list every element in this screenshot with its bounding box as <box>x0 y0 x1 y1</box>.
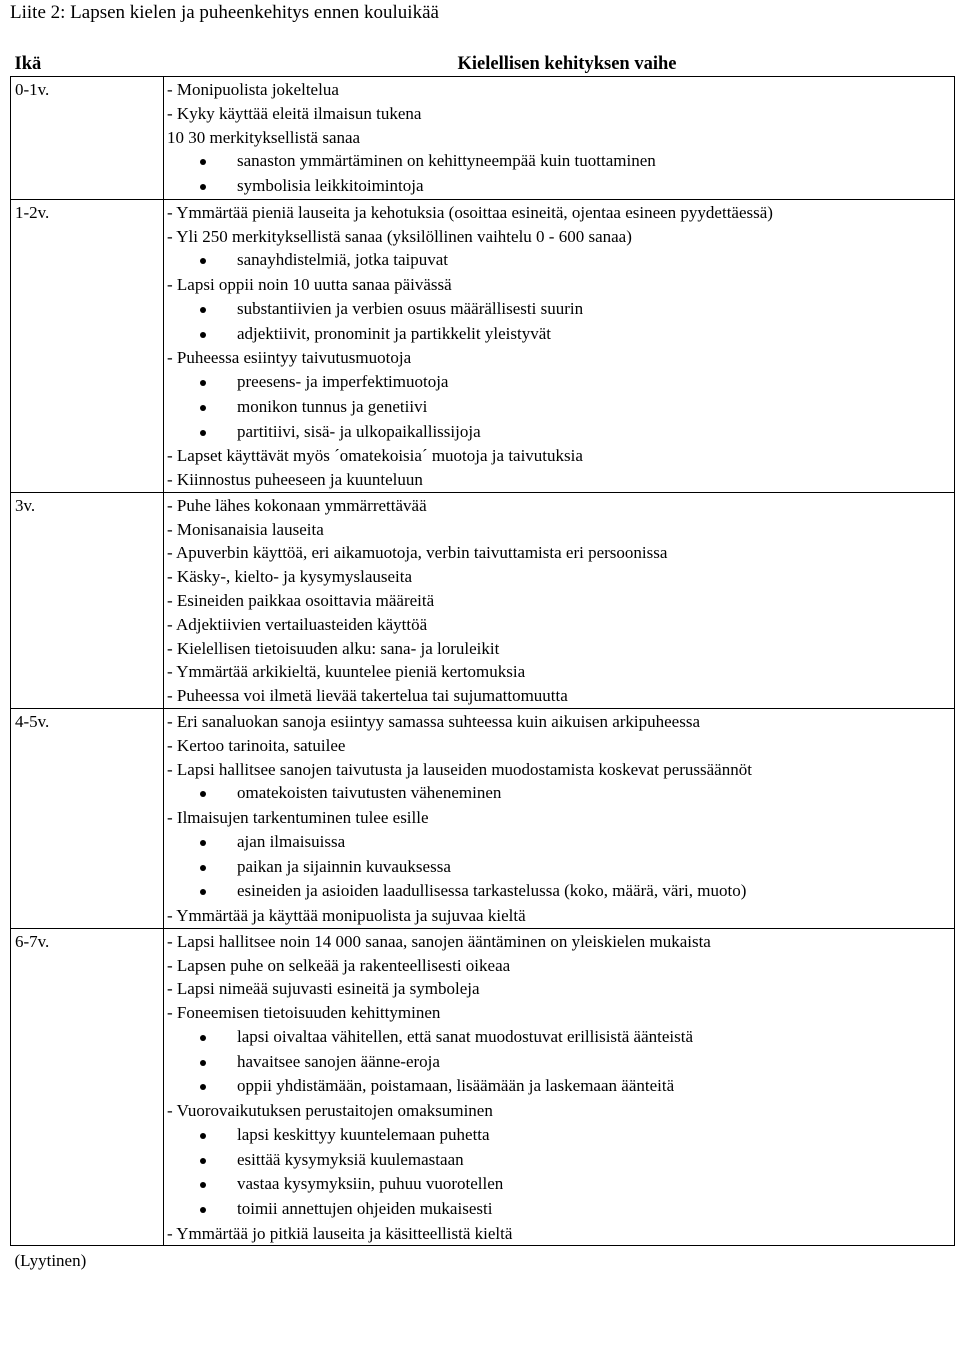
bullet-item <box>167 1197 946 1222</box>
bullet-item-text: preesens- ja imperfektimuotoja <box>237 372 449 392</box>
stage-item: - Apuverbin käyttöä, eri aikamuotoja, verbin taivuttamista eri persoonissa <box>167 543 668 563</box>
table-row <box>11 77 955 200</box>
age-cell: 3v. <box>11 492 164 708</box>
age-cell: 0-1v. <box>11 77 164 200</box>
bullet-item <box>167 174 946 199</box>
stage-item: - Kertoo tarinoita, satuilee <box>167 735 346 755</box>
bullet-item <box>167 781 946 806</box>
development-table <box>10 53 955 1273</box>
bullet-item-text: omatekoisten taivutusten väheneminen <box>237 783 502 803</box>
stage-item: - Lapsi oppii noin 10 uutta sanaa päivässä <box>167 275 452 295</box>
bullet-item-text: lapsi keskittyy kuuntelemaan puhetta <box>237 1124 490 1144</box>
bullet-item <box>167 855 946 880</box>
stage-item: - Puhe lähes kokonaan ymmärrettävää <box>167 495 427 515</box>
stage-item: - Puheessa voi ilmetä lievää takertelua tai sujumattomuutta <box>167 686 568 706</box>
stage-item: - Ymmärtää arkikieltä, kuuntelee pieniä kertomuksia <box>167 662 526 682</box>
stage-item: - Yli 250 merkityksellistä sanaa (yksilöllinen vaihtelu 0 - 600 sanaa) <box>167 226 632 246</box>
bullet-item-text: symbolisia leikkitoimintoja <box>237 176 424 196</box>
stage-item: - Adjektiivien vertailuasteiden käyttöä <box>167 614 428 634</box>
bullet-item <box>167 1148 946 1173</box>
bullet-item <box>167 1123 946 1148</box>
bullet-item-text: oppii yhdistämään, poistamaan, lisäämään ja laskemaan äänteitä <box>237 1076 675 1096</box>
bullet-item-text: partitiivi, sisä- ja ulkopaikallissijoja <box>237 421 481 441</box>
stage-item: - Lapsi hallitsee sanojen taivutusta ja lauseiden muodostamista koskevat perussäännöt <box>167 759 752 779</box>
bullet-dot-icon <box>200 258 206 264</box>
bullet-dot-icon <box>200 1207 206 1213</box>
stage-description-cell <box>164 77 955 200</box>
bullet-item-text: paikan ja sijainnin kuvauksessa <box>237 856 451 876</box>
stage-item: - Monipuolista jokeltelua <box>167 80 339 99</box>
table-body <box>11 77 955 1246</box>
column-header-age: Ikä <box>14 54 42 74</box>
bullet-item-text: esineiden ja asioiden laadullisessa tarkastelussa (koko, määrä, väri, muoto) <box>237 881 747 901</box>
bullet-dot-icon <box>200 332 206 338</box>
stage-item: - Kyky käyttää eleitä ilmaisun tukena <box>167 103 422 123</box>
stage-item: - Vuorovaikutuksen perustaitojen omaksuminen <box>167 1101 493 1121</box>
stage-item: - Lapsi hallitsee noin 14 000 sanaa, sanojen ääntäminen on yleiskielen mukaista <box>167 931 711 951</box>
age-cell: 1-2v. <box>11 199 164 492</box>
stage-item: - Ymmärtää jo pitkiä lauseita ja käsitteellistä kieltä <box>167 1223 513 1243</box>
bullet-dot-icon <box>200 1035 206 1041</box>
stage-description-cell <box>164 928 955 1246</box>
stage-item: - Kiinnostus puheeseen ja kuunteluun <box>167 470 423 489</box>
stage-item: - Foneemisen tietoisuuden kehittyminen <box>167 1003 441 1023</box>
bullet-dot-icon <box>200 1084 206 1090</box>
stage-description-cell <box>164 199 955 492</box>
bullet-item-text: adjektiivit, pronominit ja partikkelit yleistyvät <box>237 323 551 343</box>
bullet-item <box>167 830 946 855</box>
bullet-dot-icon <box>200 1158 206 1164</box>
bullet-item-text: sanayhdistelmiä, jotka taipuvat <box>237 250 449 270</box>
bullet-item <box>167 248 946 273</box>
table-header-row <box>11 53 955 77</box>
bullet-item <box>167 395 946 420</box>
bullet-item <box>167 1074 946 1099</box>
stage-item: 10 30 merkityksellistä sanaa <box>167 127 361 147</box>
bullet-item <box>167 149 946 174</box>
source-note: (Lyytinen) <box>14 1251 87 1271</box>
stage-item: - Monisanaisia lauseita <box>167 519 324 539</box>
bullet-item-text: vastaa kysymyksiin, puhuu vuorotellen <box>237 1174 504 1194</box>
bullet-item-text: havaitsee sanojen äänne-eroja <box>237 1051 440 1071</box>
bullet-item-text: ajan ilmaisuissa <box>237 831 346 851</box>
table-row <box>11 492 955 708</box>
bullet-item <box>167 370 946 395</box>
bullet-item-text: toimii annettujen ohjeiden mukaisesti <box>237 1198 493 1218</box>
stage-item: - Puheessa esiintyy taivutusmuotoja <box>167 348 412 368</box>
stage-item: - Kielellisen tietoisuuden alku: sana- ja loruleikit <box>167 638 500 658</box>
stage-item: - Ymmärtää pieniä lauseita ja kehotuksia (osoittaa esineitä, ojentaa esineen pyydettäessä) <box>167 202 773 222</box>
table-row <box>11 708 955 928</box>
bullet-dot-icon <box>200 380 206 386</box>
stage-item: - Lapsen puhe on selkeää ja rakenteellisesti oikeaa <box>167 955 511 975</box>
stage-item: - Ymmärtää ja käyttää monipuolista ja sujuvaa kieltä <box>167 905 526 925</box>
bullet-dot-icon <box>200 889 206 895</box>
table-row <box>11 199 955 492</box>
bullet-item <box>167 879 946 904</box>
page-title: Liite 2: Lapsen kielen ja puheenkehitys ennen kouluikää <box>10 2 439 23</box>
stage-item: - Eri sanaluokan sanoja esiintyy samassa suhteessa kuin aikuisen arkipuheessa <box>167 711 701 731</box>
bullet-item <box>167 297 946 322</box>
bullet-item <box>167 1050 946 1075</box>
bullet-dot-icon <box>200 840 206 846</box>
stage-item: - Lapset käyttävät myös ´omatekoisia´ muotoja ja taivutuksia <box>167 446 583 466</box>
bullet-dot-icon <box>200 1182 206 1188</box>
bullet-item-text: substantiivien ja verbien osuus määrällisesti suurin <box>237 298 584 318</box>
bullet-dot-icon <box>200 791 206 797</box>
bullet-dot-icon <box>200 430 206 436</box>
footer-empty-cell <box>164 1246 955 1273</box>
age-cell: 6-7v. <box>11 928 164 1246</box>
bullet-item-text: lapsi oivaltaa vähitellen, että sanat muodostuvat erillisistä äänteistä <box>237 1026 694 1046</box>
bullet-item <box>167 322 946 347</box>
stage-description-cell <box>164 708 955 928</box>
bullet-dot-icon <box>200 1060 206 1066</box>
stage-item: - Käsky-, kielto- ja kysymyslauseita <box>167 567 413 587</box>
stage-item: - Ilmaisujen tarkentuminen tulee esille <box>167 808 429 828</box>
bullet-dot-icon <box>200 184 206 190</box>
bullet-dot-icon <box>200 159 206 165</box>
table-row <box>11 928 955 1246</box>
bullet-item <box>167 1025 946 1050</box>
column-header-stage: Kielellisen kehityksen vaihe <box>457 54 677 74</box>
age-cell: 4-5v. <box>11 708 164 928</box>
table-footer-row <box>11 1246 955 1273</box>
bullet-item <box>167 1172 946 1197</box>
bullet-item-text: sanaston ymmärtäminen on kehittyneempää kuin tuottaminen <box>237 151 656 171</box>
stage-item: - Esineiden paikkaa osoittavia määreitä <box>167 590 435 610</box>
stage-item: - Lapsi nimeää sujuvasti esineitä ja symboleja <box>167 979 480 999</box>
bullet-dot-icon <box>200 1133 206 1139</box>
bullet-item-text: monikon tunnus ja genetiivi <box>237 396 428 416</box>
bullet-dot-icon <box>200 865 206 871</box>
stage-description-cell <box>164 492 955 708</box>
bullet-item <box>167 420 946 445</box>
bullet-item-text: esittää kysymyksiä kuulemastaan <box>237 1149 464 1169</box>
bullet-dot-icon <box>200 307 206 313</box>
bullet-dot-icon <box>200 405 206 411</box>
